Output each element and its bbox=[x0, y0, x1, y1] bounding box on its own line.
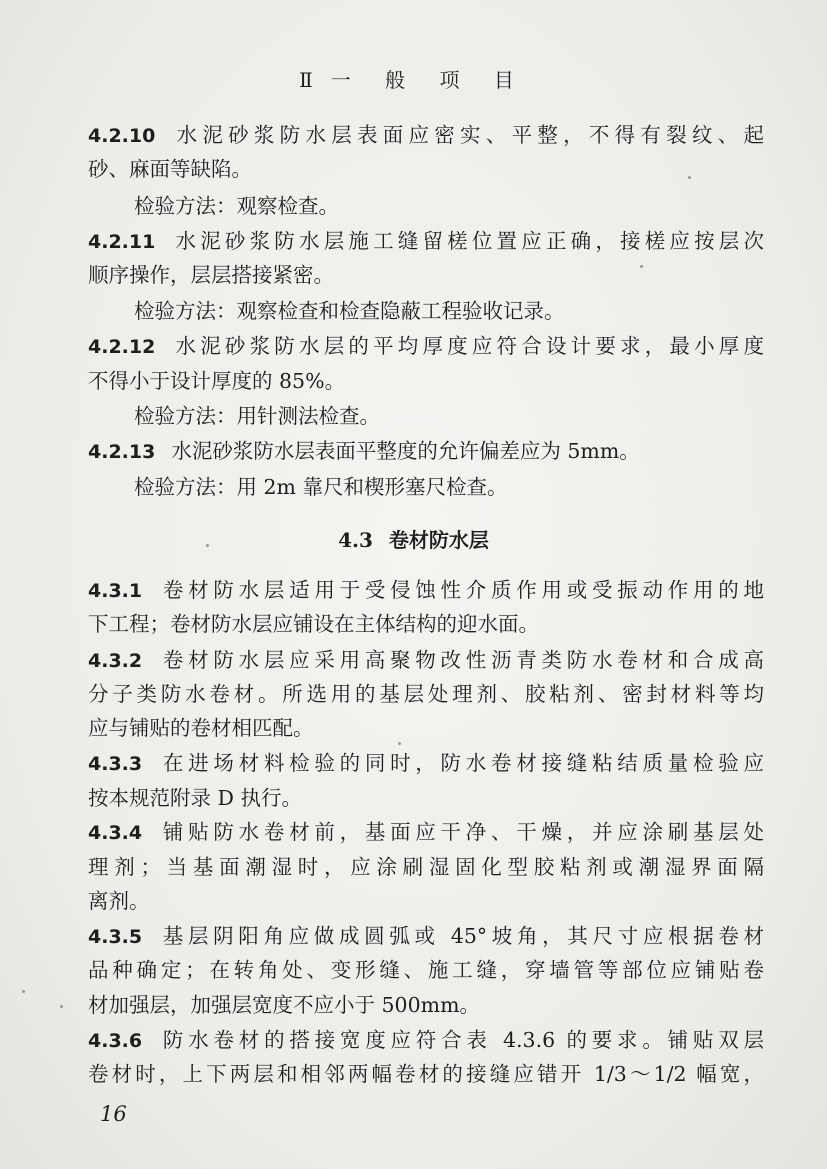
scan-speck bbox=[22, 990, 25, 993]
clause-line: 按本规范附录 D 执行。 bbox=[88, 786, 302, 810]
subsection-title: 卷材防水层 bbox=[388, 528, 489, 552]
section-title: 一 般 项 目 bbox=[330, 68, 528, 92]
clause-number: 4.2.13 bbox=[88, 441, 156, 463]
clause-line bbox=[88, 643, 764, 678]
section-roman-numeral: Ⅱ bbox=[299, 68, 313, 92]
clause-line: 卷材时，上下两层和相邻两幅卷材的接缝应错开 1/3～1/2 幅宽， bbox=[88, 1062, 764, 1086]
clause-line: 材加强层，加强层宽度不应小于 500mm。 bbox=[88, 993, 481, 1017]
clause-number: 4.3.3 bbox=[88, 753, 143, 775]
clause-line bbox=[88, 1023, 764, 1058]
clause-line: 下工程；卷材防水层应铺设在主体结构的迎水面。 bbox=[88, 612, 539, 636]
clause-line bbox=[88, 224, 764, 259]
clause-line bbox=[88, 919, 764, 954]
clause-number: 4.3.1 bbox=[88, 580, 143, 602]
clause-text: 在进场材料检验的同时，防水卷材接缝粘结质量检验应 bbox=[158, 751, 764, 775]
clause-text: 水泥砂浆防水层表面平整度的允许偏差应为 5mm。 bbox=[171, 439, 640, 463]
clause-line: 理剂；当基面潮湿时，应涂刷湿固化型胶粘剂或潮湿界面隔 bbox=[88, 855, 764, 879]
clause-line bbox=[88, 815, 764, 850]
clause-line bbox=[88, 746, 764, 781]
clause-number: 4.2.12 bbox=[88, 336, 156, 358]
clause-number: 4.3.5 bbox=[88, 926, 143, 948]
scan-speck bbox=[206, 544, 209, 547]
clause-text: 防水卷材的搭接宽度应符合表 4.3.6 的要求。铺贴双层 bbox=[158, 1028, 764, 1052]
scan-speck bbox=[640, 265, 643, 268]
scan-speck bbox=[60, 1005, 63, 1008]
page-number: 16 bbox=[100, 1102, 127, 1126]
inspection-method: 检验方法：观察检查。 bbox=[134, 194, 339, 218]
clause-line: 不得小于设计厚度的 85%。 bbox=[88, 369, 346, 393]
section-heading bbox=[0, 64, 827, 93]
subsection-heading bbox=[0, 524, 827, 553]
clause-line bbox=[88, 573, 764, 608]
clause-text: 铺贴防水卷材前，基面应干净、干燥，并应涂刷基层处 bbox=[158, 820, 764, 844]
clause-line: 砂、麻面等缺陷。 bbox=[88, 157, 252, 181]
clause-text: 水泥砂浆防水层表面应密实、平整，不得有裂纹、起 bbox=[171, 123, 764, 147]
clause-line bbox=[88, 329, 764, 364]
clause-number: 4.3.4 bbox=[88, 822, 143, 844]
inspection-method: 检验方法：观察检查和检查隐蔽工程验收记录。 bbox=[134, 299, 565, 323]
clause-line bbox=[88, 434, 764, 469]
clause-number: 4.2.10 bbox=[88, 125, 156, 147]
clause-text: 卷材防水层应采用高聚物改性沥青类防水卷材和合成高 bbox=[158, 648, 764, 672]
clause-line: 离剂。 bbox=[88, 889, 150, 913]
clause-text: 基层阴阳角应做成圆弧或 45°坡角，其尺寸应根据卷材 bbox=[158, 924, 764, 948]
inspection-method: 检验方法：用针测法检查。 bbox=[134, 404, 380, 428]
clause-line: 应与铺贴的卷材相匹配。 bbox=[88, 716, 314, 740]
clause-number: 4.2.11 bbox=[88, 231, 156, 253]
inspection-method: 检验方法：用 2m 靠尺和楔形塞尺检查。 bbox=[134, 475, 508, 499]
clause-number: 4.3.6 bbox=[88, 1030, 143, 1052]
clause-number: 4.3.2 bbox=[88, 650, 143, 672]
clause-line: 顺序操作，层层搭接紧密。 bbox=[88, 263, 334, 287]
clause-line: 品种确定；在转角处、变形缝、施工缝，穿墙管等部位应铺贴卷 bbox=[88, 958, 764, 982]
clause-text: 卷材防水层适用于受侵蚀性介质作用或受振动作用的地 bbox=[158, 578, 764, 602]
clause-text: 水泥砂浆防水层施工缝留槎位置应正确，接槎应按层次 bbox=[171, 229, 764, 253]
clause-text: 水泥砂浆防水层的平均厚度应符合设计要求，最小厚度 bbox=[171, 334, 764, 358]
scan-speck bbox=[688, 176, 691, 179]
clause-line bbox=[88, 118, 764, 153]
scan-speck bbox=[398, 742, 401, 745]
subsection-number: 4.3 bbox=[338, 528, 373, 552]
clause-line: 分子类防水卷材。所选用的基层处理剂、胶粘剂、密封材料等均 bbox=[88, 682, 764, 706]
